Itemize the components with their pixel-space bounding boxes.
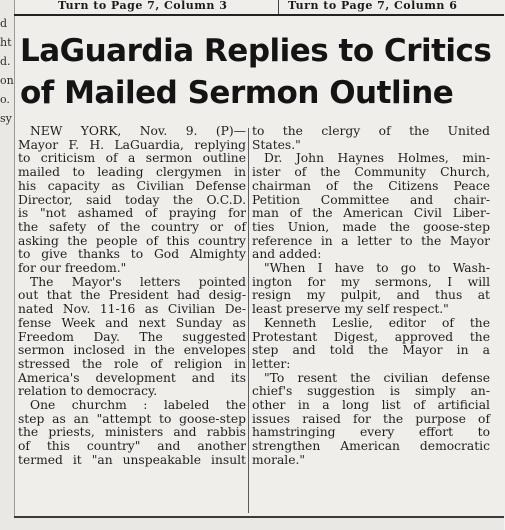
article-text-line: least preserve my self respect." bbox=[252, 302, 449, 317]
headline bbox=[20, 30, 500, 114]
article-text-line: "When I have to go to Wash- bbox=[264, 261, 490, 276]
article-text-line: morale." bbox=[252, 452, 306, 467]
article-text-line: resign my pulpit, and thus at bbox=[252, 288, 490, 303]
fragment-line: on bbox=[0, 74, 14, 87]
jump-line-bar bbox=[14, 0, 504, 16]
jump-line-left: Turn to Page 7, Column 3 bbox=[58, 0, 228, 12]
article-text-line: of this country" and another bbox=[18, 439, 246, 454]
fragment-line: d bbox=[0, 17, 8, 30]
fragment-line: o. bbox=[0, 93, 10, 106]
article-text-line: the priests, ministers and rabbis bbox=[18, 425, 246, 440]
article-text-line: man of the American Civil Liber- bbox=[252, 206, 490, 221]
article-text-line: ties Union, made the goose-step bbox=[252, 219, 490, 234]
article-text-line: to the clergy of the United bbox=[252, 124, 490, 138]
article-text-line: asking the people of this country bbox=[18, 233, 246, 248]
article-text-line: his capacity as Civilian Defense bbox=[18, 178, 246, 193]
article-text-line: chairman of the Citizens Peace bbox=[252, 178, 490, 193]
article-text-line: is "not ashamed of praying for bbox=[18, 206, 246, 221]
article-text-line: relation to democracy. bbox=[18, 384, 158, 399]
article-text-line: Mayor F. H. LaGuardia, replying bbox=[18, 137, 246, 152]
article-text-line: sermon inclosed in the envelopes bbox=[18, 343, 246, 358]
article-text-line: Petition Committee and chair- bbox=[252, 192, 490, 207]
article-text-line: step as an "attempt to goose-step bbox=[18, 411, 246, 426]
article-text-line: chief's suggestion is simply an- bbox=[252, 384, 490, 399]
article-text-line: to give thanks to God Almighty bbox=[18, 247, 246, 262]
article-text-line: Dr. John Haynes Holmes, min- bbox=[264, 151, 490, 166]
article-text-line: NEW YORK, Nov. 9. (P)— bbox=[30, 124, 246, 138]
article-text-line: for our freedom." bbox=[18, 261, 127, 276]
article-text-line: other in a long list of artificial bbox=[252, 398, 490, 413]
article-text-line: "To resent the civilian defense bbox=[264, 370, 490, 385]
article-text-line: letter: bbox=[252, 356, 291, 371]
adjacent-column-fragment bbox=[0, 14, 14, 125]
fragment-line: sy bbox=[0, 112, 12, 125]
article-text-line: Freedom Day. The suggested bbox=[18, 329, 246, 344]
article-text-line: ister of the Community Church, bbox=[252, 165, 490, 180]
article-text-line: One churchm : labeled the bbox=[30, 398, 246, 413]
article-text-line: Director, said today the O.C.D. bbox=[18, 192, 246, 207]
article-text-line: mailed to leading clergymen in bbox=[18, 165, 246, 180]
article-text-line: hamstringing every effort to bbox=[252, 425, 490, 440]
headline-line-2: of Mailed Sermon Outline bbox=[20, 75, 454, 111]
article-text-line: stressed the role of religion in bbox=[18, 356, 246, 371]
article-text-line: out that the President had desig- bbox=[18, 288, 246, 303]
article-text-line: Protestant Digest, approved the bbox=[252, 329, 490, 344]
article-text-line: to criticism of a sermon outline bbox=[18, 151, 246, 166]
article-text-line: termed it "an unspeakable insult bbox=[18, 452, 246, 467]
article-text-line: strengthen American democratic bbox=[252, 439, 490, 454]
article-column-left bbox=[18, 125, 246, 468]
article-text-line: the safety of the country or of bbox=[18, 219, 246, 234]
article-text-line: nated Nov. 11-16 as Civilian De- bbox=[18, 302, 246, 317]
article-text-line: fense Week and next Sunday as bbox=[18, 315, 246, 330]
fragment-line: d. bbox=[0, 55, 11, 68]
column-divider bbox=[278, 0, 279, 14]
article-text-line: and added: bbox=[252, 247, 322, 262]
article-text-line: America's development and its bbox=[18, 370, 246, 385]
column-rule bbox=[248, 128, 249, 513]
jump-line-right: Turn to Page 7, Column 6 bbox=[288, 0, 458, 12]
article-text-line: step and told the Mayor in a bbox=[252, 343, 490, 358]
headline-line-1: LaGuardia Replies to Critics bbox=[20, 33, 492, 69]
article-text-line: The Mayor's letters pointed bbox=[30, 274, 246, 289]
article-text-line: reference in a letter to the Mayor bbox=[252, 233, 490, 248]
article-text-line: Kenneth Leslie, editor of the bbox=[264, 315, 490, 330]
bottom-rule bbox=[14, 516, 504, 518]
article-text-line: States." bbox=[252, 137, 301, 152]
article-column-right bbox=[252, 125, 490, 468]
article-text-line: ington for my sermons, I will bbox=[252, 274, 490, 289]
article-text-line: issues raised for the purpose of bbox=[252, 411, 490, 426]
fragment-line: ht bbox=[0, 36, 12, 49]
